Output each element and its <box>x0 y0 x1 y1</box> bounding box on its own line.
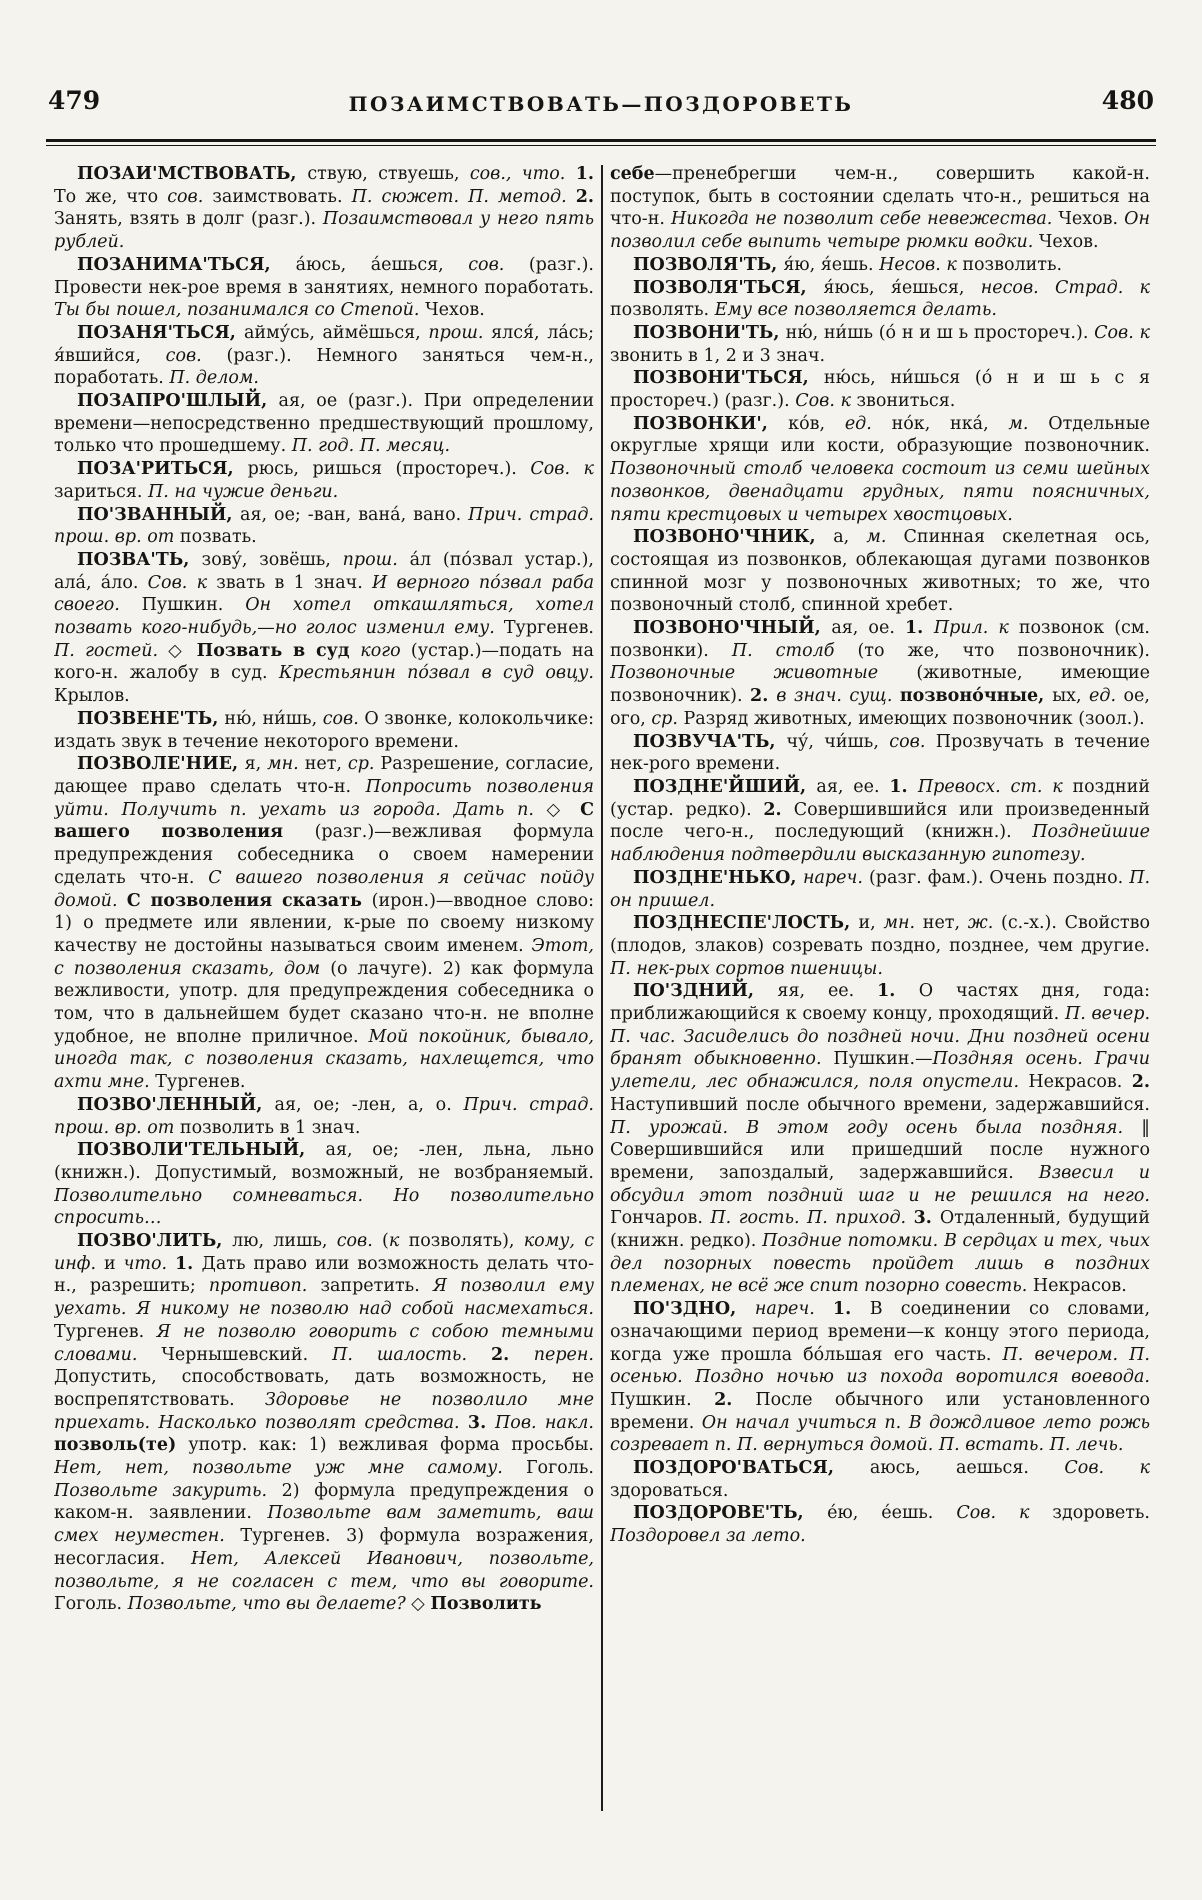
entry-italic-text: И верного по́звал раба своего. <box>54 572 594 616</box>
entry-text: В соединении со словами, означающими период времени—к концу этого периода, когда уже прошла бо́льшая его часть. <box>610 1299 1150 1365</box>
entry-text: Чехов. <box>1058 209 1125 230</box>
entry-italic-text: Позвольте вам заметить, ваш смех неуместен. <box>54 1503 594 1547</box>
entry-text: ствую, ствуешь, <box>307 164 470 184</box>
entry-italic-text: Нет, нет, позвольте уж мне самому. <box>54 1458 526 1479</box>
entry-italic-text: сов. <box>889 731 936 752</box>
entry-bold-text: ПОЗВОНИ'ТЬСЯ, <box>633 368 824 389</box>
entry-bold-text: 2. <box>490 1344 534 1365</box>
entry-bold-text: 1. <box>174 1253 202 1274</box>
entry-text: Занять, взять в долг (разг.). <box>54 209 323 230</box>
entry-text: ню́сь, ни́шься (о́ н и ш ь с я простореч.) (разг.). <box>610 368 1150 412</box>
entry-text: аюсь, аешься. <box>869 1458 1065 1479</box>
entry-italic-text: Пов. накл. <box>495 1412 594 1433</box>
entry-italic-text: ср. <box>347 754 381 775</box>
entry-italic-text: П. урожай. В этом году осень была поздняя. <box>610 1117 1142 1138</box>
entry-text: Чернышевский. <box>161 1344 333 1365</box>
entry-italic-text: Прич. страд. прош. вр. от <box>54 504 594 548</box>
entry-text: а, <box>833 527 867 548</box>
entry-text: Пушкин.— <box>833 1049 933 1070</box>
entry-bold-text: ПОЗВЕНЕ'ТЬ, <box>77 708 225 729</box>
entry-bold-text: себе <box>610 164 655 184</box>
entry-italic-text: Мой покойник, бывало, иногда так, с позволения сказать, нахлещется, что ахти мне. <box>54 1026 594 1093</box>
entry-text: айму́сь, аймёшься, <box>244 322 429 343</box>
entry-bold-text: 2. <box>763 799 794 820</box>
entry-text: позволять. <box>610 300 715 321</box>
entry-text: (животные, имеющие позвоночник). <box>610 663 1150 707</box>
entry-text: ая, ое. <box>831 618 905 639</box>
entry-text: а́юсь, а́ешься, <box>295 254 469 275</box>
dictionary-entry <box>610 731 1150 776</box>
entry-italic-text: Позволительно сомневаться. Но позволительно спросить… <box>54 1185 594 1229</box>
entry-bold-text: ПОЗДОРО'ВАТЬСЯ, <box>633 1458 870 1479</box>
entry-bold-text: ПОЗВОЛЯ'ТЬСЯ, <box>633 277 824 298</box>
entry-text: заимствовать. <box>212 186 352 207</box>
entry-italic-text: Никогда не позволит себе невежества. <box>670 209 1059 230</box>
entry-text: позволять), <box>408 1231 524 1252</box>
entry-text: я́юсь, я́ешься, <box>823 277 981 298</box>
entry-italic-text: Сов. к <box>1064 1458 1150 1479</box>
entry-italic-text: П. гость. П. приход. <box>710 1208 914 1229</box>
entry-bold-text: С вашего позволения <box>54 799 594 843</box>
page-number-left: 479 <box>48 86 101 115</box>
dictionary-entry <box>610 617 1150 731</box>
entry-text: ялся́, ла́сь; я́вшийся, <box>54 322 594 366</box>
header-rule <box>46 139 1156 146</box>
entry-text: позвонок (см. позвонки). <box>610 618 1150 661</box>
entry-bold-text: 1. <box>904 618 934 639</box>
entry-text: ◇ <box>546 799 581 820</box>
entry-bold-text: С позволения сказать <box>126 890 372 911</box>
entry-bold-text: ПОЗА'РИТЬСЯ, <box>77 459 248 480</box>
entry-italic-text: в знач. сущ. <box>776 686 900 707</box>
entry-italic-text: ж. <box>967 913 1001 934</box>
dictionary-entry <box>54 1094 594 1139</box>
entry-bold-text: ПОЗАНЯ'ТЬСЯ, <box>77 322 244 343</box>
entry-text: Чехов. <box>1038 232 1099 253</box>
entry-text: е́ю, е́ешь. <box>827 1503 957 1524</box>
entry-text: (разг.). Немного заняться чем-н., поработать. <box>54 345 594 389</box>
entry-text: То же, что <box>54 186 168 207</box>
entry-italic-text: м. <box>866 527 904 548</box>
entry-italic-text: м. <box>1008 413 1049 434</box>
entry-italic-text: Крестьянин по́звал в суд овцу. <box>278 663 594 684</box>
entry-italic-text: кому, с инф. <box>54 1231 594 1274</box>
dictionary-entry <box>610 277 1150 322</box>
column-divider <box>601 165 603 1811</box>
entry-text: зову́, зовёшь, <box>201 549 343 570</box>
entry-text: ая, ое; -ван, вана́, вано. <box>240 504 469 525</box>
entry-text: звонить в 1, 2 и 3 знач. <box>610 345 826 366</box>
dictionary-entry <box>54 1230 594 1616</box>
entry-bold-text: ПОЗВОЛИ'ТЕЛЬНЫЙ, <box>77 1140 326 1161</box>
entry-text: ая, ое (разг.). При определении времени—непосредственно предшествующий прошлому, только что прошедшему. <box>54 391 594 457</box>
dictionary-entry <box>54 708 594 753</box>
entry-text: Тургенев. <box>155 1072 246 1093</box>
entry-text: ое, ого, <box>610 686 1150 729</box>
entry-italic-text: П. столб <box>731 640 858 661</box>
entry-text: (то же, что позвоночник). <box>857 640 1150 661</box>
entry-bold-text: ПОЗВО'ЛЕННЫЙ, <box>77 1094 275 1115</box>
entry-italic-text: сов. <box>336 1231 383 1252</box>
entry-italic-text: что. <box>123 1253 175 1274</box>
dictionary-entry <box>54 549 594 708</box>
entry-text: ( <box>382 1231 389 1252</box>
dictionary-entry <box>610 254 1150 277</box>
entry-bold-text: 1. <box>575 164 594 184</box>
dictionary-entry <box>54 322 594 390</box>
dictionary-entry <box>54 163 594 254</box>
entry-bold-text: ПОЗДНЕ'НЬКО, <box>633 867 803 888</box>
entry-text: звониться. <box>856 391 956 412</box>
entry-italic-text: ср. <box>651 708 684 729</box>
entry-text: Некрасов. <box>1032 1276 1127 1297</box>
entry-italic-text: П. на чужие деньги. <box>148 481 339 502</box>
dictionary-entry <box>610 776 1150 867</box>
entry-bold-text: позвоно́чные, <box>899 686 1053 707</box>
entry-bold-text: ПОЗВОНО'ЧНИК, <box>633 527 834 548</box>
right-column <box>610 163 1150 1863</box>
dictionary-entry <box>610 322 1150 367</box>
entry-italic-text: Поздняя осень. Грачи улетели, лес обнажился, поля опустели. <box>610 1049 1150 1093</box>
entry-bold-text: ПОЗАНИМА'ТЬСЯ, <box>77 254 296 275</box>
dictionary-entry <box>610 163 1150 254</box>
entry-text: ая, ое; -лен, льна, льно (книжн.). Допустимый, возможный, не возбраняемый. <box>54 1140 594 1183</box>
entry-italic-text: несов. Страд. к <box>980 277 1150 298</box>
entry-italic-text: Позвоночные животные <box>610 663 917 684</box>
entry-text: Гончаров. <box>610 1208 711 1229</box>
entry-text: (устар.)—подать на кого-н. жалобу в суд. <box>54 640 594 684</box>
entry-italic-text: Позаимствовал у него пять рублей. <box>54 209 594 253</box>
entry-bold-text: 1. <box>877 981 919 1002</box>
entry-italic-text: С вашего позволения я сейчас пойду домой. <box>54 867 594 911</box>
entry-text: Тургенев. <box>54 1321 157 1342</box>
entry-text: Наступивший после обычного времени, задержавшийся. <box>610 1094 1150 1115</box>
entry-italic-text: к <box>388 1231 409 1252</box>
entry-bold-text: 2. <box>575 186 594 207</box>
entry-italic-text: Позвоночный столб человека состоит из семи шейных позвонков, двенадцати грудных, пяти поясничных, пяти крестцовых и четырех хвостцовых. <box>610 459 1150 525</box>
entry-italic-text: П. вечер. П. час. Засиделись до поздней ночи. Дни поздней осени бранят обыкновенно. <box>610 1004 1150 1070</box>
entry-italic-text: Позднейшие наблюдения подтвердили высказанную гипотезу. <box>610 822 1150 866</box>
dictionary-entry <box>610 1457 1150 1502</box>
entry-italic-text: Превосх. ст. к <box>917 776 1073 797</box>
entry-text: ◇ <box>168 640 197 661</box>
entry-text: здороваться. <box>610 1480 729 1501</box>
entry-text: Разрешение, согласие, дающее право сделать что-н. <box>54 754 594 797</box>
entry-text: запретить. <box>320 1276 433 1297</box>
entry-text: ню́, ни́шь (о́ н и ш ь простореч.). <box>785 322 1095 343</box>
entry-italic-text: Сов. к <box>956 1503 1053 1524</box>
entry-italic-text: П. сюжет. П. метод. <box>351 186 576 207</box>
entry-text: рюсь, ришься (простореч.). <box>247 459 531 480</box>
entry-bold-text: ПО'ЗДНО, <box>633 1299 755 1320</box>
entry-text: позволить в 1 знач. <box>179 1117 361 1138</box>
dictionary-entry <box>54 753 594 1094</box>
page-header <box>48 86 1154 116</box>
entry-italic-text: П. шалость. <box>332 1344 491 1365</box>
dictionary-entry <box>610 912 1150 980</box>
entry-italic-text: Прич. страд. прош. вр. от <box>54 1094 594 1138</box>
entry-bold-text: ПОЗВОЛЕ'НИЕ, <box>77 754 245 775</box>
dictionary-entry <box>610 1298 1150 1457</box>
entry-bold-text: 2. <box>714 1389 756 1410</box>
entry-text: (о лачуге). 2) как формула вежливости, употр. для предупреждения собеседника о том, что в дальнейшем будет сказано что-н. не вполне удобное, не вполне приличное. <box>54 958 594 1047</box>
entry-italic-text: Я не позволю говорить с собою темными словами. <box>54 1321 594 1365</box>
entry-italic-text: мн. <box>883 913 923 934</box>
entry-text: Крылов. <box>54 686 130 707</box>
entry-italic-text: Нет, Алексей Иванович, позвольте, позвольте, я не согласен с тем, что вы говорите. <box>54 1548 594 1592</box>
entry-italic-text: сов. <box>468 254 529 275</box>
dictionary-entry <box>610 1502 1150 1547</box>
entry-text: ◇ <box>411 1594 431 1615</box>
entry-text: (ирон.)—вводное слово: 1) о предмете или явлении, к-рые по своему низкому качеству не достойны называться своим именем. <box>54 890 594 956</box>
entry-text: Отдаленный, будущий (книжн. редко). <box>610 1208 1150 1252</box>
entry-bold-text: 2. <box>750 686 777 707</box>
entry-text: ‖ Совершившийся или пришедший после нужного времени, запоздалый, задержавшийся. <box>610 1117 1150 1183</box>
entry-bold-text: 1. <box>889 776 918 797</box>
entry-italic-text: прош. <box>428 322 492 343</box>
entry-text: О звонке, колокольчике: издать звук в течение некоторого времени. <box>54 708 594 752</box>
dictionary-entry <box>54 504 594 549</box>
entry-text: нет, <box>304 754 348 775</box>
dictionary-entry <box>610 526 1150 617</box>
entry-text: Тургенев. <box>503 618 594 639</box>
entry-text: ню́, ни́шь, <box>224 708 323 729</box>
entry-text: (разг.)—вежливая формула предупреждения собеседника о своем намерении сделать что-н. <box>54 822 594 888</box>
entry-text: Гоголь. <box>54 1594 128 1615</box>
dictionary-entry <box>54 254 594 322</box>
entry-italic-text: Сов. к <box>147 572 217 593</box>
entry-bold-text: 2. <box>1131 1072 1150 1093</box>
entry-text: звать в 1 знач. <box>216 572 372 593</box>
entry-italic-text: сов., что. <box>469 164 576 184</box>
entry-italic-text: прош. <box>342 549 410 570</box>
entry-text: и <box>103 1253 124 1274</box>
entry-italic-text: Прил. к <box>933 618 1019 639</box>
dictionary-entry <box>610 413 1150 527</box>
entry-bold-text: ПОЗВОЛЯ'ТЬ, <box>633 254 784 275</box>
entry-text: Разряд животных, имеющих позвоночник (зоол.). <box>683 708 1145 729</box>
entry-text: а́л (по́звал устар.), ала́, а́ло. <box>54 549 594 593</box>
entry-text: —пренебрегши чем-н., совершить какой-н. поступок, быть в состоянии сделать что-н., решиться на что-н. <box>610 164 1150 230</box>
entry-text: (разг.). Провести нек-рое время в занятиях, немного поработать. <box>54 254 594 298</box>
entry-text: ая, ее. <box>816 776 890 797</box>
entry-text: Допустить, способствовать, дать возможность, не воспрепятствовать. <box>54 1367 594 1410</box>
entry-italic-text: Он позволил себе выпить четыре рюмки водки. <box>610 209 1150 253</box>
entry-text: и, <box>858 913 884 934</box>
entry-italic-text: нареч. <box>754 1299 833 1320</box>
entry-italic-text: сов. <box>322 708 365 729</box>
entry-italic-text: кого <box>360 640 411 661</box>
entry-text: зариться. <box>54 481 149 502</box>
entry-italic-text: Взвесил и обсудил этот поздний шаг и не решился на него. <box>610 1162 1150 1206</box>
entry-text: Гоголь. <box>525 1458 594 1479</box>
entry-italic-text: Ему все позволяется делать. <box>714 300 997 321</box>
entry-italic-text: Попросить позволения уйти. Получить п. уехать из города. Дать п. <box>54 776 594 820</box>
left-column <box>54 163 594 1863</box>
entry-text: нет, <box>922 913 968 934</box>
entry-italic-text: Несов. к <box>879 254 963 275</box>
entry-text: О частях дня, года: приближающийся к своему концу, проходящий. <box>610 981 1150 1025</box>
entry-italic-text: Он хотел откашляться, хотел позвать кого-нибудь,—но голос изменил ему. <box>54 595 594 639</box>
entry-italic-text: нареч. <box>802 867 869 888</box>
entry-bold-text: ПОЗВОНИ'ТЬ, <box>633 322 786 343</box>
entry-bold-text: 1. <box>832 1299 870 1320</box>
entry-bold-text: ПОЗВОНО'ЧНЫЙ, <box>633 618 832 639</box>
entry-text: ых, <box>1052 686 1090 707</box>
dictionary-entry <box>54 390 594 458</box>
entry-italic-text: Сов. к <box>795 391 857 412</box>
entry-text: позвать. <box>179 527 257 548</box>
entry-italic-text: перен. <box>533 1344 594 1365</box>
entry-text: но́к, нка́, <box>891 413 1009 434</box>
entry-italic-text: П. нек-рых сортов пшеницы. <box>610 958 883 979</box>
entry-text: Некрасов. <box>1028 1072 1132 1093</box>
entry-italic-text: противоп. <box>208 1276 321 1297</box>
entry-bold-text: ПОЗВО'ЛИТЬ, <box>77 1231 233 1252</box>
entry-text: поздний (устар. редко). <box>610 776 1150 820</box>
entry-italic-text: П. вечером. П. осенью. Поздно ночью из похода воротился воевода. <box>610 1344 1150 1388</box>
entry-text: Чехов. <box>425 300 485 321</box>
entry-italic-text: Поздние потомки. В сердцах и тех, чьих дел позорных повесть пройдет лишь в поздних племенах, не всё же спит позорно совесть. <box>610 1231 1150 1297</box>
entry-text: Совершившийся или произведенный после чего-н., последующий (книжн.). <box>610 799 1150 843</box>
page-number-right: 480 <box>1101 86 1154 115</box>
entry-bold-text: ПО'ЗДНИЙ, <box>633 981 778 1002</box>
entry-italic-text: Здоровье не позволило мне приехать. Насколько позволят средства. <box>54 1389 594 1433</box>
entry-bold-text: ПОЗВОНКИ', <box>633 413 789 434</box>
entry-text: здороветь. <box>1052 1503 1150 1524</box>
entry-italic-text: сов. <box>165 345 227 366</box>
entry-italic-text: Сов. к <box>1094 322 1150 343</box>
dictionary-entry <box>54 1139 594 1230</box>
entry-italic-text: мн. <box>267 754 305 775</box>
entry-italic-text: П. он пришел. <box>610 867 1150 911</box>
entry-text: Пушкин. <box>141 595 246 616</box>
entry-bold-text: ПОЗВА'ТЬ, <box>77 549 202 570</box>
entry-text: позволить. <box>962 254 1063 275</box>
entry-bold-text: Позволить <box>430 1594 542 1615</box>
entry-text: ко́в, <box>788 413 845 434</box>
entry-text: Тургенев. 3) формула возражения, несогласия. <box>54 1526 594 1569</box>
entry-bold-text: 3. <box>467 1412 496 1433</box>
entry-italic-text: сов. <box>167 186 213 207</box>
entry-italic-text: Ты бы пошел, позанимался со Степой. <box>54 300 426 321</box>
entry-bold-text: ПОЗАПРО'ШЛЫЙ, <box>77 391 279 412</box>
entry-italic-text: Позвольте закурить. <box>54 1480 282 1501</box>
entry-text: После обычного или установленного времени. <box>610 1389 1150 1433</box>
entry-text: я́ю, я́ешь. <box>783 254 880 275</box>
entry-text: Прозвучать в течение нек-рого времени. <box>610 731 1150 775</box>
entry-text: употр. как: 1) вежливая форма просьбы. <box>188 1435 594 1456</box>
entry-bold-text: 3. <box>913 1208 940 1229</box>
entry-italic-text: Этот, с позволения сказать, дом <box>54 935 594 979</box>
entry-bold-text: ПОЗВУЧА'ТЬ, <box>633 731 787 752</box>
entry-text: Пушкин. <box>610 1389 715 1410</box>
entry-italic-text: Позвольте, что вы делаете? <box>127 1594 412 1615</box>
entry-text: (с.-х.). Свойство (плодов, злаков) созревать поздно, позднее, чем другие. <box>610 913 1150 956</box>
entry-italic-text: ед. <box>1089 686 1124 707</box>
entry-bold-text: ПОЗАИ'МСТВОВАТЬ, <box>77 164 308 184</box>
entry-italic-text: Он начал учиться п. В дождливое лето рожь созревает п. П. вернуться домой. П. встать. П. лечь. <box>610 1412 1150 1456</box>
entry-text: чу́, чи́шь, <box>786 731 890 752</box>
entry-bold-text: позволь(те) <box>54 1435 189 1456</box>
entry-bold-text: ПОЗДНЕ'ЙШИЙ, <box>633 776 817 797</box>
dictionary-entry <box>54 458 594 503</box>
entry-bold-text: ПО'ЗВАННЫЙ, <box>77 504 241 525</box>
entry-text: лю, лишь, <box>232 1231 337 1252</box>
entry-italic-text: ед. <box>844 413 892 434</box>
dictionary-entry <box>610 867 1150 912</box>
entry-italic-text: П. год. П. месяц. <box>291 436 451 457</box>
entry-bold-text: ПОЗДОРОВЕ'ТЬ, <box>633 1503 828 1524</box>
entry-italic-text: П. делом. <box>169 368 259 389</box>
running-head: ПОЗАИМСТВОВАТЬ—ПОЗДОРОВЕТЬ <box>348 92 854 116</box>
entry-italic-text: Поздоровел за лето. <box>610 1526 806 1547</box>
entry-text: Спинная скелетная ось, состоящая из позвонков, облекающая дугами позвонков спинной мозг у позвоночных животных; то же, что позвоночный столб, спинной хребет. <box>610 527 1150 616</box>
dictionary-entry <box>610 980 1150 1298</box>
entry-text: Дать право или возможность делать что-н., разрешить; <box>54 1253 594 1297</box>
entry-italic-text: П. гостей. <box>54 640 169 661</box>
entry-text: (разг. фам.). Очень поздно. <box>868 867 1130 888</box>
entry-italic-text: Я позволил ему уехать. Я никому не позволю над собой насмехаться. <box>54 1276 594 1320</box>
entry-text: яя, ее. <box>777 981 878 1002</box>
entry-text: 2) формула предупреждения о каком-н. заявлении. <box>54 1480 594 1524</box>
entry-text: Отдельные округлые хрящи или кости, образующие позвоночник. <box>610 413 1150 457</box>
dictionary-entry <box>610 367 1150 412</box>
entry-text: ая, ое; -лен, а, о. <box>274 1094 464 1115</box>
entry-bold-text: Позвать в суд <box>196 640 361 661</box>
entry-text: я, <box>244 754 268 775</box>
entry-bold-text: ПОЗДНЕСПЕ'ЛОСТЬ, <box>633 913 859 934</box>
entry-italic-text: Сов. к <box>530 459 594 480</box>
